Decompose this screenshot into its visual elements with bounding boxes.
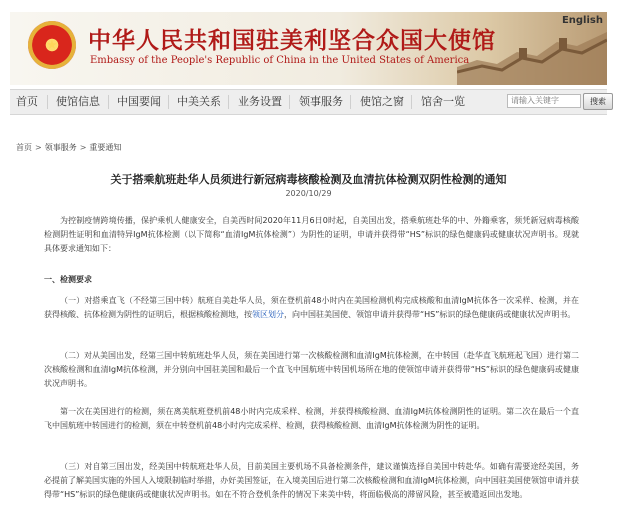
nav-separator xyxy=(411,95,412,109)
nav-item-consular-services[interactable]: 领事服务 xyxy=(299,95,343,108)
nav-item-china-us-relations[interactable]: 中美关系 xyxy=(177,95,221,108)
nav-item-home[interactable]: 首页 xyxy=(16,95,38,108)
article-paragraph: （二）对从美国出发，经第三国中转航班赴华人员，须在美国进行第一次核酸检测和血清IgM抗体检测，在中转国（赴华直飞航班起飞国）进行第二次核酸检测和血清IgM抗体检测，并分别向中国驻美国和最后一个直飞中国航班中转国机场所在地的使领馆申请并获得带“HS”标识的绿色健康码或健康状况声明书。 xyxy=(44,351,579,388)
article-intro: 为控制疫情跨境传播，保护乘机人健康安全，自美西时间2020年11月6日0时起，自美国出发，搭乘航班赴华的中、外籍乘客，须凭新冠病毒核酸检测阴性证明和血清特异IgM抗体检测（以下简称“血清IgM抗体检测”）为阴性的证明，申请并获得带“HS”标识的绿色健康码或健康状况声明书。现就具体要求通知如下： xyxy=(44,216,579,253)
emblem-star-icon: ★ xyxy=(46,37,58,53)
paragraph-text: ，向中国驻美国使、领馆申请并获得带“HS”标识的绿色健康码或健康状况声明书。 xyxy=(284,310,576,319)
search-input[interactable] xyxy=(507,94,581,108)
article-paragraph: 第一次在美国进行的检测，须在离美航班登机前48小时内完成采样、检测，并获得核酸检测、血清IgM抗体检测阴性的证明。第二次在最后一个直飞中国航班中转国进行的检测，须在中转登机前48小时内完成采样、检测，获得核酸检测、血清IgM抗体检测为阴性的证明。 xyxy=(44,407,579,430)
breadcrumb-home[interactable]: 首页 xyxy=(16,143,32,152)
nav-item-china-news[interactable]: 中国要闻 xyxy=(117,95,161,108)
article-paragraph: （三）对自第三国出发，经美国中转航班赴华人员，目前美国主要机场不具备检测条件，建议谨慎选择自美国中转赴华。如确有需要途经美国，务必提前了解美国实施的外国人入境限制临时举措，办好美国签证，在入境美国后进行第二次核酸检测和血清IgM抗体检测，向中国驻美国使领馆申请并获得带“HS”标识的绿色健康码或健康状况声明书。如在不符合登机条件的情况下来美中转，将面临极高的滞留风险，甚至被遣返回出发地。 xyxy=(44,462,579,499)
nav-item-business[interactable]: 业务设置 xyxy=(238,95,282,108)
nav-separator xyxy=(168,95,169,109)
search-button[interactable]: 搜索 xyxy=(583,93,613,110)
nav-separator xyxy=(289,95,290,109)
nav-separator xyxy=(47,95,48,109)
nav-item-premises[interactable]: 馆舍一览 xyxy=(421,95,465,108)
article-title: 关于搭乘航班赴华人员须进行新冠病毒核酸检测及血清抗体检测双阴性检测的通知 xyxy=(110,173,507,186)
nav-separator xyxy=(350,95,351,109)
nav-item-embassy-window[interactable]: 使馆之窗 xyxy=(360,95,404,108)
paragraph-text: （一）对搭乘直飞（不经第三国中转）航班自美赴华人员，须在登机前48小时内在美国检测机构完成核酸和血清IgM抗体各一次采样、检测，并在获得核酸、抗体检测为阴性的证明后，根据核酸检测地，按 xyxy=(44,296,579,319)
nav-item-embassy-info[interactable]: 使馆信息 xyxy=(56,95,100,108)
article-date: 2020/10/29 xyxy=(285,189,332,198)
breadcrumb xyxy=(16,142,121,153)
breadcrumb-consular[interactable]: 领事服务 xyxy=(44,143,77,152)
consular-district-link[interactable]: 领区划分 xyxy=(252,310,284,319)
breadcrumb-notices[interactable]: 重要通知 xyxy=(89,143,122,152)
section-heading: 一、检测要求 xyxy=(44,275,92,284)
site-banner xyxy=(10,12,607,85)
national-emblem-icon xyxy=(28,21,76,69)
nav-separator xyxy=(108,95,109,109)
site-title-chinese: 中华人民共和国驻美利坚合众国大使馆 xyxy=(88,27,496,54)
breadcrumb-separator: > xyxy=(79,143,87,152)
article-paragraph xyxy=(44,294,579,322)
nav-separator xyxy=(228,95,229,109)
site-title-english: Embassy of the People's Republic of China in the United States of America xyxy=(90,55,470,66)
main-nav xyxy=(10,89,607,115)
english-link[interactable]: English xyxy=(561,15,603,26)
breadcrumb-separator: > xyxy=(35,143,42,152)
